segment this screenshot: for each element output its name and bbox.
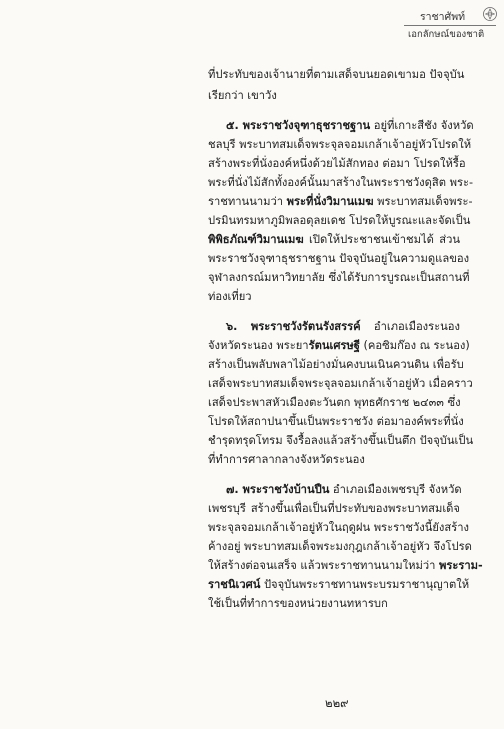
logo-subtitle: เอกลักษณ์ของชาติ — [408, 29, 485, 40]
text-line: เสด็จประพาสหัวเมืองตะวันตก พุทธศักราช ๒๔๓๓ ซึ่ง — [208, 396, 461, 409]
text-line: โปรดให้สถาปนาขึ้นเป็นพระราชวัง ต่อมาองค์พระที่นั่ง — [208, 415, 464, 428]
text-line: เพชรบุรี สร้างขึ้นเพื่อเป็นที่ประทับของพระบาทสมเด็จ — [208, 502, 460, 515]
text-line: ที่ประทับของเจ้านายที่ตามเสด็จบนยอดเขามอ ปัจจุบัน — [208, 68, 465, 81]
text-line: ราชทานนามว่า พระที่นั่งวิมานเมฆ พระบาทสมเด็จพระ- — [208, 195, 473, 208]
text-line: จังหวัดระนอง พระยารัตนเศรษฐี (คอซิมก๊อง ณ ระนอง) — [208, 339, 470, 352]
section-heading-6: ๖. พระราชวังรัตนรังสรรค์ อำเภอเมืองระนอง — [226, 320, 460, 333]
text-line: ราชนิเวศน์ ปัจจุบันพระราชทานพระบรมราชานุญาตให้ — [208, 578, 470, 591]
page-number: ๒๒๙ — [325, 696, 349, 710]
text-line: สร้างพระที่นั่งองค์หนึ่งด้วยไม้สักทอง ต่อมา โปรดให้รื้อ — [208, 157, 466, 170]
text-line: พระราชวังจุฑาธุชราชฐาน ปัจจุบันอยู่ในความดูแลของ — [208, 252, 470, 265]
text-line: ที่ทำการศาลากลางจังหวัดระนอง — [208, 453, 365, 466]
text-line: พระจุลจอมเกล้าเจ้าอยู่หัวในฤดูฝน พระราชวังนี้ยังสร้าง — [208, 521, 469, 534]
text-line: เรียกว่า เขาวัง — [208, 89, 277, 102]
text-line: ชลบุรี พระบาทสมเด็จพระจุลจอมเกล้าเจ้าอยู่หัวโปรดให้ — [208, 138, 472, 151]
section-heading-5: ๕. พระราชวังจุฑาธุชราชฐาน อยู่ที่เกาะสีชัง จังหวัด — [226, 119, 474, 132]
text-line: ค้างอยู่ พระบาทสมเด็จพระมงกุฎเกล้าเจ้าอยู่หัว จึงโปรด — [208, 540, 472, 553]
section-heading-7: ๗. พระราชวังบ้านปืน อำเภอเมืองเพชรบุรี จังหวัด — [226, 483, 462, 496]
text-line: ท่องเที่ยว — [208, 290, 252, 303]
text-line: พระที่นั่งไม้สักทั้งองค์นั้นมาสร้างในพระราชวังดุสิต พระ- — [208, 176, 473, 189]
text-line: พิพิธภัณฑ์วิมานเมฆ เปิดให้ประชาชนเข้าชมได้ ส่วน — [208, 233, 460, 246]
text-line: สร้างเป็นพลับพลาไม้อย่างมั่นคงบนเนินควนดิน เพื่อรับ — [208, 358, 464, 371]
text-line: ปรมินทรมหาภูมิพลอดุลยเดช โปรดให้บูรณะและจัดเป็น — [208, 214, 471, 227]
logo-title: ราชาศัพท์ — [420, 11, 466, 23]
text-line: ชำรุดทรุดโทรม จึงรื้อลงแล้วสร้างขึ้นเป็นตึก ปัจจุบันเป็น — [208, 434, 474, 447]
text-line: ใช้เป็นที่ทำการของหน่วยงานทหารบก — [208, 597, 388, 610]
text-line: จุฬาลงกรณ์มหาวิทยาลัย ซึ่งได้รับการบูรณะเป็นสถานที่ — [208, 271, 470, 284]
text-line: ให้สร้างต่อจนเสร็จ แล้วพระราชทานนามใหม่ว่า พระราม- — [208, 559, 483, 572]
text-line: เสด็จพระบาทสมเด็จพระจุลจอมเกล้าเจ้าอยู่หัว เมื่อคราว — [208, 377, 473, 390]
